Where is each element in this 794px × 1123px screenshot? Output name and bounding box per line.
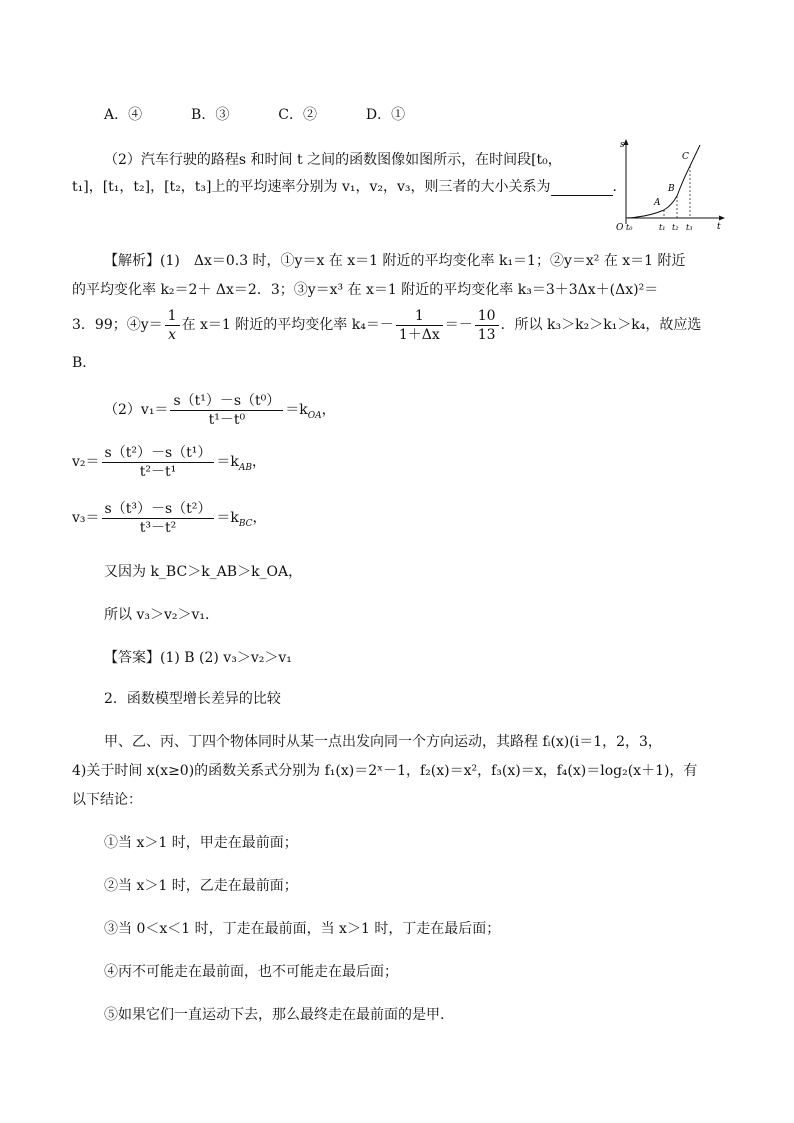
v2-subscript: AB — [238, 462, 252, 473]
v1-fraction — [170, 393, 283, 428]
v1-prefix: （2）v₁＝ — [104, 402, 169, 418]
fraction-2-den: 1＋Δx — [398, 326, 440, 343]
x-axis-label: t — [717, 222, 721, 232]
section-2-heading: 2．函数模型增长差异的比较 — [104, 691, 281, 707]
v3-end: ， — [252, 510, 267, 526]
conclusion-4: ④丙不可能走在最前面，也不可能走在最后面； — [104, 964, 398, 980]
v1-end: ， — [321, 402, 336, 418]
v1-numerator: s（t¹）－s（t⁰） — [170, 393, 283, 411]
analysis-line-1: 【解析】(1) Δx＝0.3 时，①y＝x 在 x＝1 附近的平均变化率 k₁＝1；②y＝x² 在 x＝1 附近 — [104, 253, 686, 269]
section-2-para-1: 甲、乙、丙、丁四个物体同时从某一点出发向同一个方向运动，其路程 fᵢ(x)(i＝1，2，3， — [104, 734, 662, 750]
v1-subscript: OA — [307, 410, 322, 421]
v2-denominator: t²－t¹ — [139, 463, 177, 480]
section-2-para-3: 以下结论： — [72, 792, 142, 808]
v2-numerator: s（t²）－s（t¹） — [102, 445, 215, 463]
v3-prefix: v₃＝ — [72, 510, 100, 526]
tick-t3: t₃ — [686, 223, 693, 232]
option-c: C．② — [278, 107, 317, 123]
v2-formula — [72, 442, 266, 482]
analysis-line-2: 的平均变化率 k₂＝2＋ Δx＝2．3；③y＝x³ 在 x＝1 附近的平均变化率 k₃＝3＋3Δx＋(Δx)²＝ — [72, 282, 659, 298]
fraction-10-13 — [475, 308, 499, 343]
v2-fraction — [102, 445, 215, 480]
fraction-2-num: 1 — [396, 308, 443, 326]
q2-line-2-end: ． — [612, 179, 627, 195]
v2-prefix: v₂＝ — [72, 454, 100, 470]
v3-suffix: ＝k — [216, 510, 239, 526]
analysis-line-4: B． — [72, 355, 97, 371]
distance-time-graph — [604, 136, 730, 236]
x-axis-arrow — [719, 216, 725, 221]
tick-t1: t₁ — [659, 223, 666, 232]
option-b: B．③ — [191, 107, 230, 123]
option-d: D．① — [365, 107, 406, 123]
so-line: 所以 v₃＞v₂＞v₁. — [104, 607, 210, 623]
v2-end: ， — [252, 454, 266, 470]
point-c-label: C — [682, 152, 689, 162]
v3-subscript: BC — [238, 518, 253, 529]
tick-t2: t₂ — [672, 223, 679, 232]
fraction-1-over-x — [165, 308, 180, 343]
q2-line-1: （2）汽车行驶的路程s 和时间 t 之间的函数图像如图所示，在时间段[t₀， — [104, 152, 562, 168]
because-line: 又因为 k_BC＞k_AB＞k_OA， — [104, 564, 303, 580]
point-b-label: B — [668, 184, 675, 194]
q2-line-2-text: t₁]，[t₁，t₂]，[t₂，t₃]上的平均速率分别为 v₁，v₂，v₃，则三者的大小关系为 — [72, 179, 551, 195]
fraction-3-den: 13 — [477, 326, 496, 343]
q1-options — [104, 106, 405, 124]
v1-formula — [104, 390, 336, 430]
conclusion-5: ⑤如果它们一直运动下去，那么最终走在最前面的是甲. — [104, 1007, 445, 1023]
analysis-line-3-b: 在 x＝1 附近的平均变化率 k₄＝－ — [181, 317, 394, 333]
conclusion-2: ②当 x＞1 时，乙走在最前面； — [104, 878, 298, 894]
v1-suffix: ＝k — [285, 402, 308, 418]
conclusion-3: ③当 0＜x＜1 时，丁走在最前面，当 x＞1 时，丁走在最后面； — [104, 921, 501, 937]
origin-label: O — [616, 223, 624, 233]
fraction-k4 — [396, 308, 443, 343]
section-2-para-2: 4)关于时间 x(x≥0)的函数关系式分别为 f₁(x)＝2ˣ－1，f₂(x)＝x²，f₃(x)＝x，f₄(x)＝log₂(x＋1)，有 — [72, 763, 698, 779]
v1-denominator: t¹－t⁰ — [208, 411, 246, 428]
distance-curve — [626, 145, 700, 218]
y-axis-label: s — [620, 140, 625, 150]
fraction-1-den: x — [168, 326, 177, 343]
v3-denominator: t³－t² — [139, 519, 177, 536]
conclusion-1: ①当 x＞1 时，甲走在最前面； — [104, 835, 298, 851]
v2-suffix: ＝k — [216, 454, 239, 470]
option-a: A．④ — [104, 107, 143, 123]
answer-line: 【答案】(1) B (2) v₃＞v₂＞v₁ — [104, 650, 292, 666]
analysis-line-3-c: ＝－ — [444, 317, 473, 333]
q2-line-2 — [72, 178, 627, 196]
v3-numerator: s（t³）－s（t²） — [102, 501, 215, 519]
tick-t0: t₀ — [626, 223, 633, 232]
v3-fraction — [102, 501, 215, 536]
v3-formula — [72, 498, 267, 538]
analysis-line-3 — [72, 305, 701, 345]
fraction-1-num: 1 — [165, 308, 180, 326]
fraction-3-num: 10 — [475, 308, 499, 326]
point-a-label: A — [654, 198, 661, 208]
analysis-line-3-d: ．所以 k₃＞k₂＞k₁＞k₄，故应选 — [500, 317, 702, 333]
analysis-line-3-a: 3．99；④y＝ — [72, 317, 163, 333]
